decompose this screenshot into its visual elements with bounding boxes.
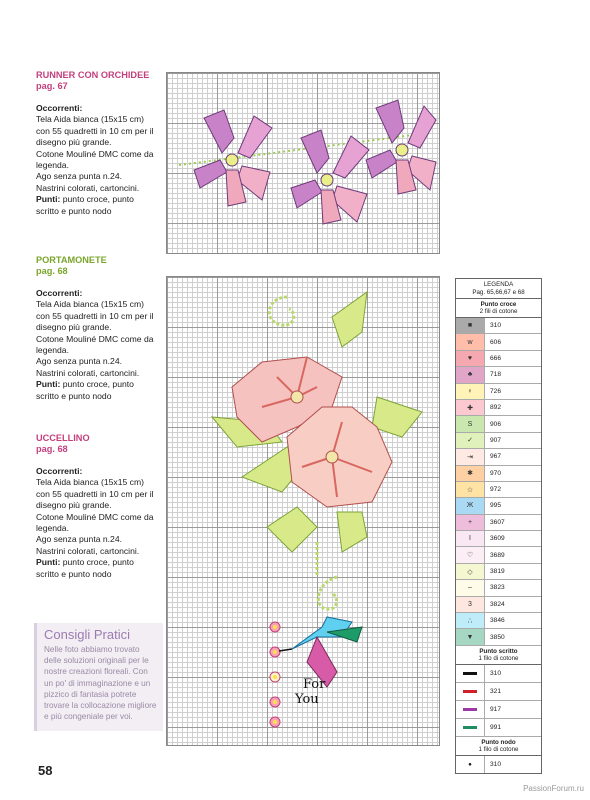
stitch-symbol: ☆ (466, 486, 474, 494)
punti-text: punto croce, punto scritto e punto nodo (36, 379, 134, 401)
dmc-code: 995 (490, 502, 502, 510)
orchid-flower (291, 130, 369, 224)
material-line: Cotone Mouliné DMC come da (36, 333, 154, 344)
legend-row (456, 351, 541, 367)
legend-row (456, 613, 541, 629)
legend-row (456, 433, 541, 449)
knot-swatch (456, 756, 485, 773)
stitch-symbol: ∴ (467, 617, 473, 625)
stitch-symbol: + (467, 518, 473, 526)
material-line: disegno più grande. (36, 137, 112, 148)
legend-subtitle: Pag. 65,66,67 e 68 (472, 288, 525, 296)
stitch-symbol: 3 (468, 600, 472, 608)
stitch-symbol: ♀ (467, 387, 473, 395)
color-swatch (456, 515, 485, 530)
legend-row (456, 466, 541, 482)
color-swatch (456, 367, 485, 382)
legend-row (456, 756, 541, 773)
legend-title: LEGENDA (483, 281, 514, 288)
material-line: Nastrini colorati, cartoncini. (36, 182, 140, 193)
stitch-symbol: ■ (467, 322, 473, 330)
dmc-code: 972 (490, 486, 502, 494)
small-flower (270, 647, 280, 657)
scritto-rows (456, 665, 541, 737)
stitch-symbol: w (467, 338, 473, 346)
section-runner (36, 70, 154, 217)
section-page: pag. 68 (36, 444, 68, 454)
material-line: disegno più grande. (36, 322, 112, 333)
line-swatch (456, 701, 485, 718)
dmc-code: 892 (490, 404, 502, 412)
legend-row (456, 482, 541, 498)
dmc-code: 3819 (490, 568, 505, 576)
legend-row (456, 629, 541, 645)
punto-croce-header (456, 299, 541, 318)
legend-row (456, 665, 541, 683)
consigli-box (34, 623, 163, 731)
punto-nodo-header (456, 737, 541, 756)
punto-scritto-label: Punto scritto (479, 647, 518, 655)
color-swatch (456, 449, 485, 464)
small-flower (270, 622, 280, 632)
color-swatch (456, 629, 485, 644)
stitch-symbol: ▼ (466, 633, 474, 641)
stitch-symbol: S (467, 420, 473, 428)
stitch-symbol: ♣ (467, 371, 473, 379)
for-text: For (303, 677, 326, 692)
punti-line (36, 194, 154, 217)
punto-scritto-header (456, 646, 541, 665)
color-swatch (456, 334, 485, 349)
legend-row (456, 580, 541, 596)
dmc-code: 967 (490, 453, 502, 461)
color-swatch (456, 531, 485, 546)
material-line: Ago senza punta n.24. (36, 534, 123, 545)
dmc-code: 3823 (490, 584, 505, 592)
dmc-code: 3607 (490, 518, 505, 526)
material-line: Cotone Mouliné DMC come da (36, 511, 154, 522)
legend-row (456, 564, 541, 580)
color-swatch (456, 466, 485, 481)
section-portamonete (36, 255, 154, 402)
material-line: Ago senza punta n.24. (36, 356, 123, 367)
section-page: pag. 68 (36, 266, 68, 276)
color-swatch (456, 416, 485, 431)
legend-row (456, 367, 541, 383)
dmc-code: 321 (490, 687, 502, 695)
consigli-text: Nelle foto abbiamo trovato delle soluzioni originali per le nostre creazioni floreali. Con un po' di immaginazione e un pizzico di fantasia potrete trovare la collocazione migliore e più congeniale per voi. (44, 645, 157, 722)
legend-row (456, 318, 541, 334)
color-swatch (456, 564, 485, 579)
watermark: PassionForum.ru (523, 784, 584, 793)
material-line: Tela Aida bianca (15x15 cm) (36, 299, 144, 310)
punto-nodo-note: 1 filo di cotone (478, 745, 519, 753)
for-you-text (295, 677, 325, 707)
legend-row (456, 498, 541, 514)
section-uccellino (36, 433, 154, 580)
orchid-flower (366, 100, 436, 194)
section-page: pag. 67 (36, 81, 68, 91)
punti-label: Punti: (36, 379, 61, 390)
color-swatch (456, 400, 485, 415)
legend-row (456, 701, 541, 719)
legend-row (456, 384, 541, 400)
dmc-code: 917 (490, 705, 502, 713)
color-swatch (456, 613, 485, 628)
dmc-code: 906 (490, 420, 502, 428)
stitch-symbol: – (468, 584, 472, 592)
material-line: Nastrini colorati, cartoncini. (36, 545, 140, 556)
dmc-code: 3609 (490, 535, 505, 543)
line-swatch (456, 719, 485, 736)
stitch-symbol: ✓ (467, 437, 473, 445)
dmc-code: 970 (490, 469, 502, 477)
material-line: legenda. (36, 523, 69, 534)
color-swatch (456, 547, 485, 562)
stitch-symbol: ♥ (467, 354, 473, 362)
dmc-code: 310 (490, 322, 502, 330)
orchid-runner-chart (166, 72, 440, 254)
stitch-symbol: ✱ (467, 470, 473, 478)
color-swatch (456, 498, 485, 513)
material-line: Tela Aida bianca (15x15 cm) (36, 477, 144, 488)
page-number: 58 (38, 763, 53, 778)
section-title: PORTAMONETE (36, 255, 107, 265)
orchid-pattern (167, 73, 439, 253)
punti-text: punto croce, punto scritto e punto nodo (36, 194, 134, 216)
nodo-rows (456, 756, 541, 773)
you-text: You (295, 692, 319, 707)
legend-row (456, 683, 541, 701)
consigli-title: Consigli Pratici (44, 627, 130, 642)
material-line: Cotone Mouliné DMC come da (36, 148, 154, 159)
punti-label: Punti: (36, 557, 61, 568)
stitch-symbol: ◇ (467, 568, 473, 576)
material-line: disegno più grande. (36, 500, 112, 511)
material-line: Tela Aida bianca (15x15 cm) (36, 114, 144, 125)
legend-row (456, 719, 541, 737)
knot-symbol: ● (468, 760, 472, 768)
dmc-code: 666 (490, 354, 502, 362)
dmc-code: 907 (490, 436, 502, 444)
stitch-symbol: Ж (466, 502, 474, 510)
punto-croce-label: Punto croce (480, 301, 517, 308)
legend-row (456, 515, 541, 531)
occorrenti-label: Occorrenti: (36, 103, 83, 113)
stitch-symbol: ⇥ (467, 453, 473, 461)
legend-row (456, 449, 541, 465)
color-swatch (456, 433, 485, 448)
material-line: legenda. (36, 160, 69, 171)
stitch-symbol: ✚ (467, 404, 473, 412)
punto-croce-note: 2 fili di cotone (479, 308, 518, 315)
stitch-symbol: ♡ (466, 552, 474, 560)
dmc-code: 3846 (490, 617, 505, 625)
punto-scritto-note: 1 filo di cotone (478, 654, 519, 662)
line-swatch (456, 683, 485, 700)
occorrenti-label: Occorrenti: (36, 288, 83, 298)
legend-row (456, 334, 541, 350)
punto-nodo-label: Punto nodo (481, 738, 516, 746)
line-swatch (456, 665, 485, 682)
legend-row (456, 531, 541, 547)
orchid-flower (194, 110, 272, 206)
color-swatch (456, 351, 485, 366)
bird-pattern (167, 277, 439, 745)
material-line: con 55 quadretti in 10 cm per il (36, 310, 154, 321)
dmc-code: 3824 (490, 600, 505, 608)
legend-row (456, 416, 541, 432)
color-swatch (456, 384, 485, 399)
material-line: Ago senza punta n.24. (36, 171, 123, 182)
color-swatch (456, 580, 485, 595)
dmc-code: 726 (490, 387, 502, 395)
color-swatch (456, 482, 485, 497)
small-flower (270, 672, 280, 682)
section-title: UCCELLINO (36, 433, 90, 443)
legend-row (456, 400, 541, 416)
material-line: con 55 quadretti in 10 cm per il (36, 125, 154, 136)
small-flower (270, 697, 280, 707)
punti-label: Punti: (36, 194, 61, 205)
dmc-code: 991 (490, 723, 502, 731)
punti-text: punto croce, punto scritto e punto nodo (36, 557, 134, 579)
material-line: con 55 quadretti in 10 cm per il (36, 488, 154, 499)
color-swatch (456, 597, 485, 612)
dmc-code: 3689 (490, 551, 505, 559)
croce-rows (456, 318, 541, 646)
color-swatch (456, 318, 485, 333)
punti-line (36, 557, 154, 580)
dmc-code: 310 (490, 669, 502, 677)
flower-bird-chart (166, 276, 440, 746)
material-line: Nastrini colorati, cartoncini. (36, 367, 140, 378)
dmc-code: 606 (490, 338, 502, 346)
punti-line (36, 379, 154, 402)
material-line: legenda. (36, 345, 69, 356)
legend-row (456, 547, 541, 563)
dmc-code: 310 (490, 760, 502, 768)
occorrenti-label: Occorrenti: (36, 466, 83, 476)
section-title: RUNNER CON ORCHIDEE (36, 70, 150, 80)
legend-row (456, 597, 541, 613)
small-flower (270, 717, 280, 727)
legend-header (456, 279, 541, 299)
dmc-code: 3850 (490, 633, 505, 641)
stitch-symbol: I (469, 535, 471, 543)
dmc-code: 718 (490, 371, 502, 379)
legend-table (455, 278, 542, 774)
